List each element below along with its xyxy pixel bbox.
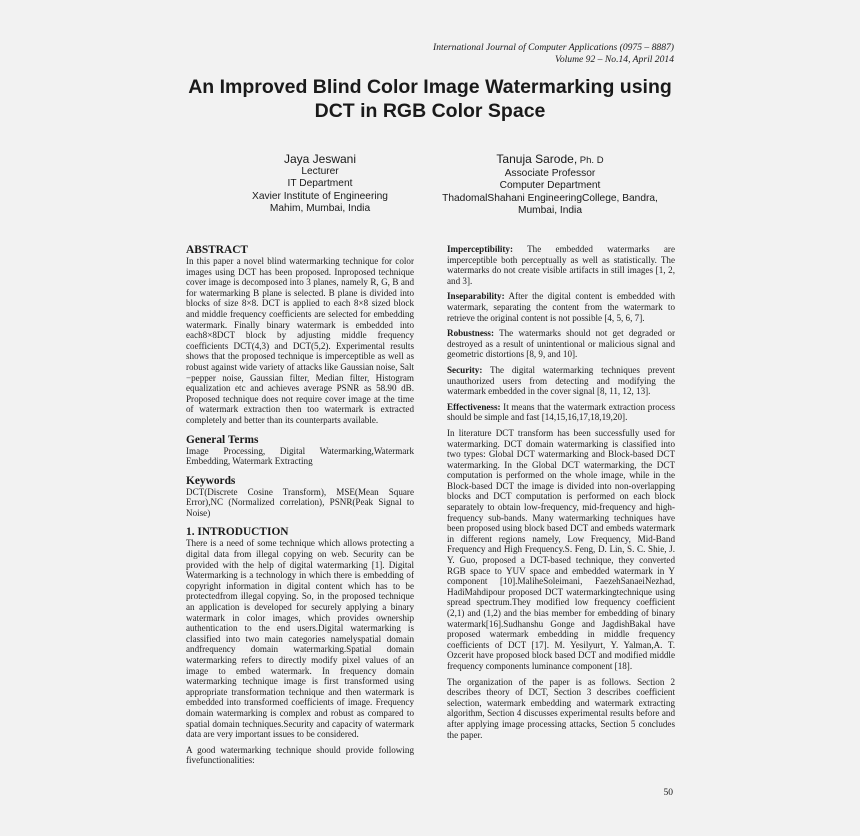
author-name: Jaya Jeswani — [283, 152, 357, 166]
author-affiliation: Mumbai, India — [518, 204, 582, 216]
author-affiliation: ThadomalShahani EngineeringCollege, Bandra, — [442, 192, 658, 204]
functionality-item — [447, 291, 675, 323]
introduction-heading: 1. INTRODUCTION — [186, 526, 289, 539]
right-column — [447, 244, 675, 745]
abstract-text: In this paper a novel blind watermarking technique for color images using DCT has been proposed. Inproposed technique cover image is decomposed into 3 planes, namely R, G, B and for watermarking B plane is selected. B plane is divided into blocks of size 8×8. DCT is applied to each 8×8 sized block and middle frequency coefficients are selected for embedding watermark. Finally binary watermark is embedded into each8×8DCT block by adjusting middle frequency coefficients DCT(4,3) and DCT(5,2). Experimental results shows that the proposed technique is imperceptible as well as robust against wide variety of attacks like Gaussian noise, Salt −pepper noise, Gaussian filter, Median filter, Histogram equalization etc and achieves average PSNR as 58.90 dB. Proposed technique does not require cover image at the time of watermark extraction then too watermark is extracted completely and better than its counterparts available. — [186, 256, 414, 425]
functionality-text: After the digital content is embedded with watermark, separating the content from the watermark to retrieve the original content is not possible [4, 5, 6, 7]. — [447, 291, 675, 323]
functionality-text: It means that the watermark extraction process should be simple and fast [14,15,16,17,18,19,20]. — [447, 401, 675, 423]
author-degree: Ph. D — [577, 155, 604, 166]
journal-header — [433, 42, 674, 66]
functionality-item — [447, 365, 675, 397]
author-affiliation: IT Department — [287, 178, 353, 190]
paper-title: An Improved Blind Color Image Watermarking using DCT in RGB Color Space — [188, 76, 672, 122]
author-affiliation: Mahim, Mumbai, India — [269, 202, 371, 214]
left-column — [186, 244, 414, 771]
page-number: 50 — [663, 788, 673, 798]
organization-paragraph: The organization of the paper is as follows. Section 2 describes theory of DCT, Section 3 describes coefficient selection, watermark embedding and watermark extracting algorithm, Section 4 discusses experimental results before and after applying image processing attacks, Section 5 concludes the paper. — [447, 676, 675, 740]
functionality-term: Robustness: — [447, 328, 494, 339]
keywords-heading: Keywords — [186, 474, 236, 487]
journal-name: International Journal of Computer Applications (0975 – 8887) — [433, 42, 674, 53]
author-2 — [440, 152, 660, 217]
functionality-term: Effectiveness: — [447, 401, 501, 412]
author-1 — [220, 152, 420, 215]
functionality-text: The embedded watermarks are imperceptible both perceptually as well as statistically. The watermarks do not create visible artifacts in still images [1, 2, and 3]. — [447, 244, 675, 286]
abstract-heading: ABSTRACT — [186, 244, 249, 256]
author-affiliation: Computer Department — [499, 180, 601, 192]
general-terms-text: Image Processing, Digital Watermarking,Watermark Embedding, Watermark Extracting — [186, 445, 414, 467]
journal-volume: Volume 92 – No.14, April 2014 — [555, 54, 674, 65]
functionality-term: Imperceptibility: — [447, 244, 514, 254]
introduction-paragraph: There is a need of some technique which allows protecting a digital data from illegal copying on web. Security can be provided with the help of digital watermarking [1]. Digital Watermarking is a technology in which there is embedding of copyright information in digital content which has to be protectedfrom illegal copying. So, in the proposed technique an application is developed for securely applying a binary watermark in color images, which provides ownership authentication to the end users.Digital watermarking is classified into two main categories namelyspatial domain andfrequency domain watermarking.Spatial domain watermarking refers to directly modify pixel values of an image to embed watermark. In frequency domain watermarking technique image is first transformed using appropriate transformation technique and then watermark is embedded into transformed coefficients of image. Frequency domain watermarking is complex and robust as compared to spatial domain techniques.Security and capacity of watermark data are very important issues to be considered. — [186, 538, 414, 740]
author-affiliation: Xavier Institute of Engineering — [252, 190, 388, 202]
general-terms-heading: General Terms — [186, 433, 259, 446]
author-affiliation: Associate Professor — [504, 168, 596, 179]
functionality-item — [447, 244, 675, 286]
author-name: Tanuja Sarode, — [496, 152, 578, 166]
author-affiliation: Lecturer — [301, 166, 339, 177]
introduction-paragraph: A good watermarking technique should provide following fivefunctionalities: — [186, 744, 414, 766]
functionality-text: The digital watermarking techniques prevent unauthorized users from detecting and modifying the watermark embedded in the cover signal [8, 11, 12, 13]. — [447, 364, 675, 397]
functionality-text: The watermarks should not get degraded or destroyed as a result of unintentional or malicious signal and geometric distortions [8, 9, and 10]. — [447, 328, 675, 360]
functionality-term: Inseparability: — [447, 291, 505, 302]
dct-literature-paragraph: In literature DCT transform has been successfully used for watermarking. DCT domain watermarking is classified into two types: Global DCT watermarking and Block-based DCT watermarking. In the Global DCT watermarking, the DCT computation is performed on the whole image, while in the Block-based DCT the image is divided into non-overlapping blocks and DCT computation is performed on each block separately to obtain low-frequency, mid-frequency and high-frequency sub-bands. Many watermarking techniques have been proposed using block based DCT and embeds watermark in different regions namely, Low Frequency, Mid-Band Frequency and High Frequency.S. Feng, D. Lin, S. C. Shie, J. Y. Guo, proposed a DCT-based technique, they converted RGB space to YUV space and embedded watermark in Y component [10].MaliheSoleimani, FaezehSanaeiNezhad, HadiMahdipour proposed DCT watermarkingtechnique using spread spectrum.They modified low frequency coefficient (2,1) and (1,2) and the bias member for embedding of binary watermark[16].Sudhanshu Gonge and JagdishBakal have proposed watermark embedding in middle frequency coefficients of DCT [17]. M. Yesilyurt, Y. Yalman,A. T. Ozcerit have proposed block based DCT and modified middle frequency components luminance component [18]. — [447, 427, 675, 671]
functionality-item — [447, 402, 675, 423]
functionality-item — [447, 328, 675, 360]
functionality-term: Security: — [447, 364, 483, 375]
keywords-text: DCT(Discrete Cosine Transform), MSE(Mean Square Error),NC (Normalized correlation), PSNR(Peak Signal to Noise) — [186, 486, 414, 518]
